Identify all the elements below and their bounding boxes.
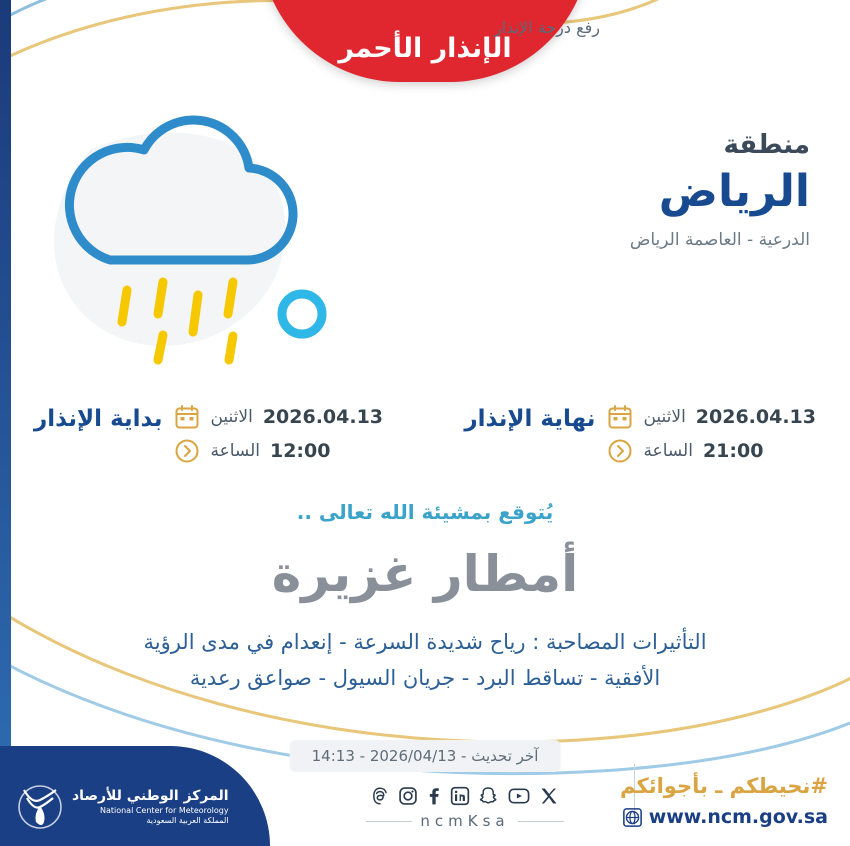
alert-start-date-line bbox=[174, 400, 383, 434]
alert-start-date: 2026.04.13 bbox=[262, 406, 384, 428]
rain-cloud-illustration bbox=[30, 110, 360, 380]
instagram-icon[interactable] bbox=[398, 786, 418, 806]
calendar-icon bbox=[174, 404, 200, 430]
alert-start-block bbox=[34, 400, 383, 468]
alert-end-block bbox=[464, 400, 816, 468]
youtube-icon[interactable] bbox=[508, 786, 530, 806]
website-url: www.ncm.gov.sa bbox=[648, 806, 828, 828]
region-subtitle: الدرعية - العاصمة الرياض bbox=[629, 229, 810, 250]
org-name-en: National Center for Meteorology bbox=[99, 805, 229, 815]
website-link[interactable] bbox=[620, 806, 828, 828]
forecast-headline: أمطار غزيرة bbox=[271, 545, 579, 603]
alert-dates-row bbox=[0, 400, 850, 468]
snapchat-icon[interactable] bbox=[479, 786, 499, 806]
last-update-badge: آخر تحديث - 2026/04/13 - 14:13 bbox=[290, 740, 561, 772]
alert-start-time-line bbox=[174, 434, 383, 468]
alert-end-title: نهاية الإنذار bbox=[464, 406, 596, 432]
social-block bbox=[330, 786, 600, 830]
alert-start-title: بداية الإنذار bbox=[34, 406, 163, 432]
org-logo bbox=[18, 782, 229, 832]
calendar-icon bbox=[607, 404, 633, 430]
facebook-icon[interactable] bbox=[427, 786, 441, 806]
org-name-ar: المركز الوطني للأرصاد bbox=[72, 788, 229, 805]
clock-icon bbox=[174, 438, 200, 464]
x-icon[interactable] bbox=[539, 786, 559, 806]
alert-end-date: 2026.04.13 bbox=[695, 406, 816, 428]
clock-icon bbox=[607, 438, 633, 464]
region-label: منطقة bbox=[723, 130, 810, 160]
region-block bbox=[390, 130, 810, 250]
alert-end-day: الاثنين bbox=[643, 407, 686, 427]
linkedin-icon[interactable] bbox=[450, 786, 470, 806]
footer bbox=[0, 746, 850, 846]
forecast-impacts-line-2: الأفقية - تساقط البرد - جريان السيول - صواعق رعدية bbox=[189, 665, 661, 690]
org-country: المملكة العربية السعودية bbox=[146, 815, 229, 825]
alert-start-time-label: الساعة bbox=[210, 441, 260, 461]
threads-icon[interactable] bbox=[371, 786, 389, 806]
region-name: الرياض bbox=[658, 166, 810, 218]
alert-end-date-line bbox=[607, 400, 816, 434]
globe-icon bbox=[623, 808, 642, 827]
forecast-intro: يُتوقع بمشيئة الله تعالى .. bbox=[296, 500, 554, 524]
alert-start-day: الاثنين bbox=[210, 407, 253, 427]
alert-start-time: 12:00 bbox=[269, 440, 331, 462]
alert-upgrade-note: رفع درجة الإنذار bbox=[494, 18, 600, 37]
footer-right-block bbox=[620, 774, 828, 828]
alert-level-label: الإنذار الأحمر bbox=[338, 33, 512, 64]
saudi-emblem-icon bbox=[18, 782, 62, 832]
alert-end-time-label: الساعة bbox=[643, 441, 693, 461]
brand-slogan: #نحيطكم ـ بأجوائكم bbox=[620, 774, 828, 798]
forecast-impacts-line-1: التأثيرات المصاحبة : رياح شديدة السرعة - إنعدام في مدى الرؤية bbox=[143, 630, 707, 654]
alert-end-time-line bbox=[607, 434, 816, 468]
social-handle: ncmKsa bbox=[330, 812, 600, 830]
alert-level-ribbon bbox=[260, 0, 590, 82]
alert-end-time: 21:00 bbox=[702, 440, 764, 462]
forecast-impacts bbox=[0, 625, 850, 696]
